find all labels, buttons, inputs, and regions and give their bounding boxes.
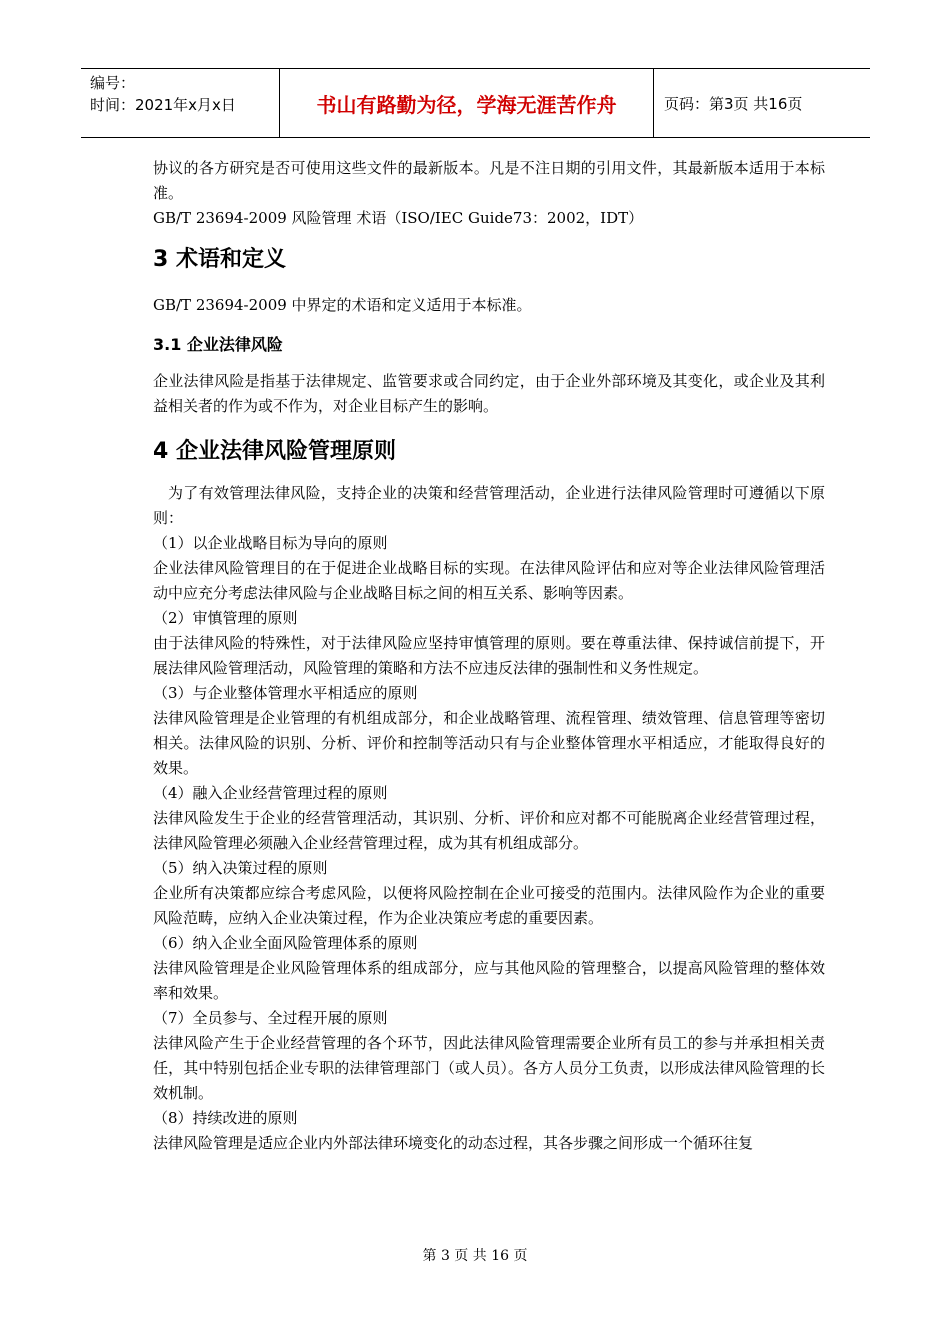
principle-title: （6）纳入企业全面风险管理体系的原则 xyxy=(153,934,418,952)
principle-text: 企业法律风险管理目的在于促进企业战略目标的实现。在法律风险评估和应对等企业法律风险管理活动中应充分考虑法律风险与企业战略目标之间的相互关系、影响等因素。 xyxy=(153,559,825,602)
principle-text: 法律风险管理是企业风险管理体系的组成部分，应与其他风险的管理整合，以提高风险管理的整体效率和效果。 xyxy=(153,959,825,1002)
document-body xyxy=(153,156,825,1156)
document-date-label: 时间：2021年x月x日 xyxy=(90,96,236,114)
principles-list xyxy=(153,531,825,1156)
paragraph: GB/T 23694-2009 中界定的术语和定义适用于本标准。 xyxy=(153,296,532,314)
header-page-number: 页码：第3页 共16页 xyxy=(664,94,803,113)
header-motto: 书山有路勤为径，学海无涯苦作舟 xyxy=(280,69,654,137)
principle-text: 法律风险发生于企业的经营管理活动，其识别、分析、评价和应对都不可能脱离企业经营管理过程，法律风险管理必须融入企业经营管理过程，成为其有机组成部分。 xyxy=(153,809,825,852)
principle-title: （5）纳入决策过程的原则 xyxy=(153,859,328,877)
section-heading-4: 4 企业法律风险管理原则 xyxy=(153,439,396,464)
principle-title: （2）审慎管理的原则 xyxy=(153,609,298,627)
paragraph: GB/T 23694-2009 风险管理 术语（ISO/IEC Guide73：2002，IDT） xyxy=(153,209,644,227)
header-meta xyxy=(81,69,280,137)
paragraph: 企业法律风险是指基于法律规定、监管要求或合同约定，由于企业外部环境及其变化，或企业及其利益相关者的作为或不作为，对企业目标产生的影响。 xyxy=(153,372,825,415)
principle-text: 企业所有决策都应综合考虑风险，以便将风险控制在企业可接受的范围内。法律风险作为企业的重要风险范畴，应纳入企业决策过程，作为企业决策应考虑的重要因素。 xyxy=(153,884,825,927)
principle-text: 法律风险管理是企业管理的有机组成部分，和企业战略管理、流程管理、绩效管理、信息管理等密切相关。法律风险的识别、分析、评价和控制等活动只有与企业整体管理水平相适应，才能取得良好的效果。 xyxy=(153,709,825,777)
principle-text: 由于法律风险的特殊性，对于法律风险应坚持审慎管理的原则。要在尊重法律、保持诚信前提下，开展法律风险管理活动，风险管理的策略和方法不应违反法律的强制性和义务性规定。 xyxy=(153,634,825,677)
principle-text: 法律风险管理是适应企业内外部法律环境变化的动态过程，其各步骤之间形成一个循环往复 xyxy=(153,1134,754,1152)
page-header xyxy=(81,68,870,138)
subsection-heading-3-1: 3.1 企业法律风险 xyxy=(153,335,283,354)
principle-title: （7）全员参与、全过程开展的原则 xyxy=(153,1009,388,1027)
principle-title: （3）与企业整体管理水平相适应的原则 xyxy=(153,684,418,702)
paragraph: 协议的各方研究是否可使用这些文件的最新版本。凡是不注日期的引用文件，其最新版本适用于本标准。 xyxy=(153,159,825,202)
paragraph: 为了有效管理法律风险，支持企业的决策和经营管理活动，企业进行法律风险管理时可遵循以下原则： xyxy=(153,484,825,527)
page-footer: 第 3 页 共 16 页 xyxy=(422,1248,528,1264)
principle-title: （4）融入企业经营管理过程的原则 xyxy=(153,784,388,802)
document-number-label: 编号： xyxy=(90,74,136,92)
principle-text: 法律风险产生于企业经营管理的各个环节，因此法律风险管理需要企业所有员工的参与并承担相关责任，其中特别包括企业专职的法律管理部门（或人员）。各方人员分工负责，以形成法律风险管理的长效机制。 xyxy=(153,1034,825,1102)
principle-title: （8）持续改进的原则 xyxy=(153,1109,298,1127)
section-heading-3: 3 术语和定义 xyxy=(153,247,286,272)
principle-title: （1）以企业战略目标为导向的原则 xyxy=(153,534,388,552)
